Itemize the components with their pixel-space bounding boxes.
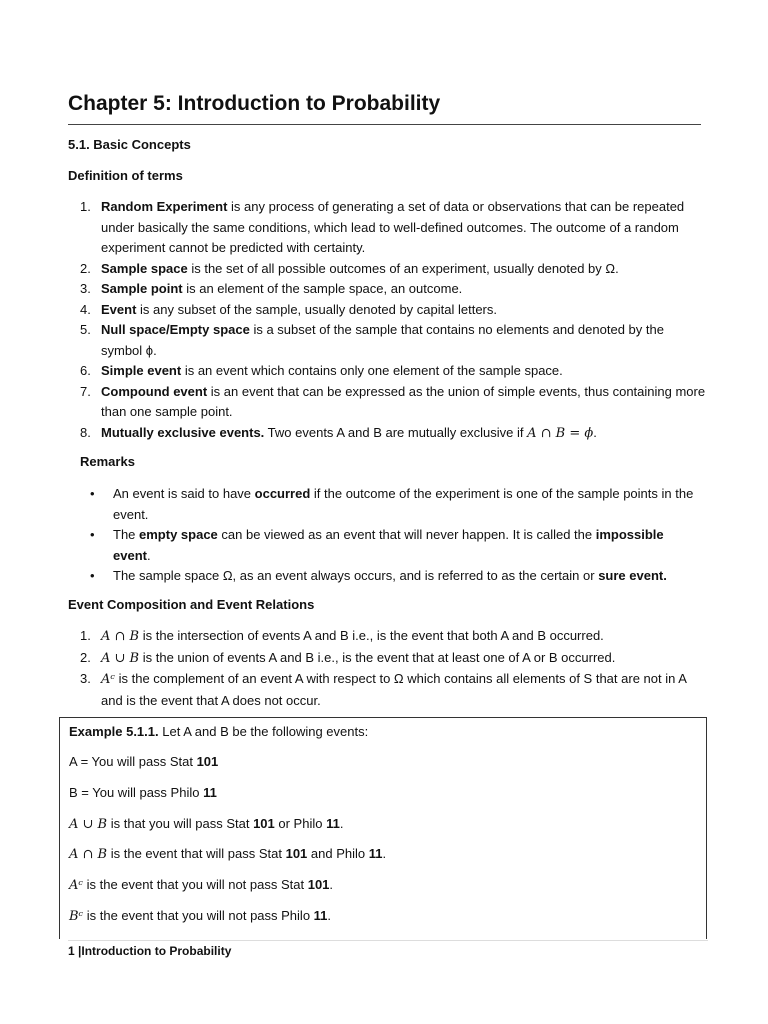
definitions-list	[68, 197, 708, 444]
example-label: Example 5.1.1.	[69, 724, 159, 739]
relation-item: 2. A ∪ B is the union of events A and B i.e., is the event that at least one of A or B occurred.	[80, 649, 616, 666]
definition-item: 7. Compound event is an event that can be expressed as the union of simple events, thus containing more than one sample point.	[80, 383, 706, 419]
math-expression: Aᶜ	[101, 672, 115, 687]
page-footer: 1 |Introduction to Probability	[68, 944, 232, 958]
page-number: 1	[68, 944, 75, 958]
definition-item: 4. Event is any subset of the sample, usually denoted by capital letters.	[80, 301, 497, 317]
relations-list	[68, 626, 708, 711]
example-line-intersection: A ∩ B is the event that will pass Stat 101 and Philo 11.	[69, 846, 387, 862]
math-expression: Bᶜ	[69, 909, 84, 924]
term: Null space/Empty space	[101, 322, 250, 337]
bullet-icon: •	[90, 568, 95, 583]
term: Compound event	[101, 383, 208, 399]
relation-item: 3. Aᶜ is the complement of an event A with respect to Ω which contains all elements of S that are not in A and is the event that A does not occur.	[80, 671, 687, 708]
math-expression: A ∪ B	[101, 650, 140, 666]
math-expression: A ∩ B = ϕ	[527, 425, 594, 441]
math-expression: A ∩ B	[69, 847, 108, 862]
example-line-complement-b: Bᶜ is the event that you will not pass Philo 11.	[69, 908, 332, 924]
example-box	[59, 717, 707, 939]
definition-item: 3. Sample point is an element of the sample space, an outcome.	[80, 281, 463, 296]
example-line-union: A ∪ B is that you will pass Stat 101 or Philo 11.	[69, 816, 344, 832]
chapter-title: Chapter 5: Introduction to Probability	[68, 92, 441, 115]
relation-item: 1. A ∩ B is the intersection of events A and B i.e., is the event that both A and B occurred.	[80, 628, 604, 644]
definition-item: 8. Mutually exclusive events. Two events A and B are mutually exclusive if A ∩ B = ϕ.	[80, 424, 597, 441]
footer-divider	[68, 940, 708, 941]
definitions-heading: Definition of terms	[68, 168, 183, 183]
term: Sample point	[101, 281, 183, 296]
example-line-a: A = You will pass Stat 101	[69, 754, 219, 769]
bullet-icon: •	[90, 486, 95, 501]
relations-heading: Event Composition and Event Relations	[68, 597, 315, 612]
remarks-heading: Remarks	[80, 454, 135, 469]
remark-item: • The empty space can be viewed as an event that will never happen. It is called the impossible event.	[90, 527, 664, 563]
term: Mutually exclusive events.	[101, 424, 265, 440]
example-intro: Example 5.1.1. Let A and B be the following events:	[69, 724, 369, 739]
math-expression: A ∩ B	[101, 629, 140, 644]
title-underline	[68, 124, 701, 125]
remarks-list	[80, 484, 700, 587]
term: Sample space	[101, 260, 188, 276]
definition-item: 2. Sample space is the set of all possible outcomes of an experiment, usually denoted by Ω.	[80, 260, 619, 276]
remark-item: • An event is said to have occurred if the outcome of the experiment is one of the sample points in the event.	[90, 486, 694, 522]
example-line-complement-a: Aᶜ is the event that you will not pass Stat 101.	[69, 877, 334, 893]
term: Simple event	[101, 363, 182, 378]
footer-title: Introduction to Probability	[81, 944, 232, 958]
term: Random Experiment	[101, 199, 228, 214]
section-heading: 5.1. Basic Concepts	[68, 137, 191, 152]
math-expression: A ∪ B	[69, 817, 108, 832]
definition-item: 5. Null space/Empty space is a subset of the sample that contains no elements and denoted by the symbol ϕ.	[80, 322, 664, 358]
example-line-b: B = You will pass Philo 11	[69, 785, 217, 800]
remark-item: • The sample space Ω, as an event always occurs, and is referred to as the certain or sure event.	[80, 566, 700, 587]
math-expression: Aᶜ	[69, 878, 83, 893]
definition-item: 6. Simple event is an event which contains only one element of the sample space.	[80, 363, 563, 378]
term: Event	[101, 301, 137, 317]
definition-item: 1. Random Experiment is any process of generating a set of data or observations that can be repeated under basically the same conditions, which lead to well-defined outcomes. The outcome of a random experiment cannot be predicted with certainty.	[80, 199, 685, 255]
bullet-icon: •	[90, 527, 95, 542]
